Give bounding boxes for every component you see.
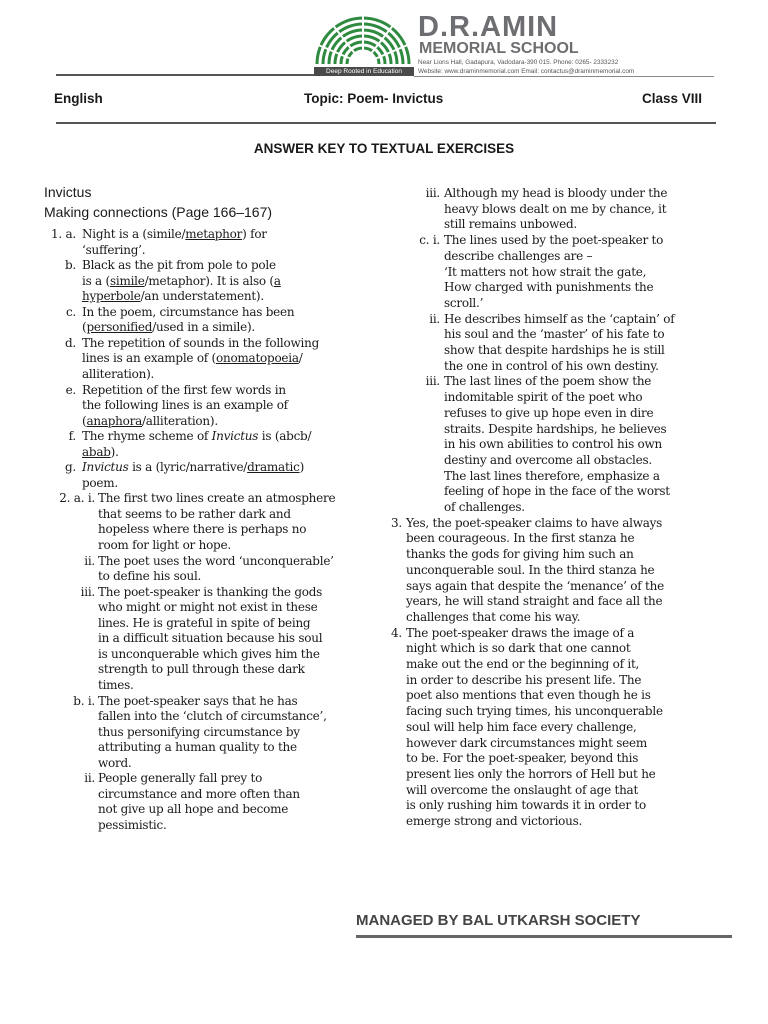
answer-line: years, he will stand straight and face all the [406, 594, 663, 609]
answer-line: How charged with punishments the [444, 280, 654, 295]
answer-line: room for light or hope. [98, 538, 231, 552]
answer-line: present lies only the horrors of Hell but he [406, 766, 656, 781]
answer-line: straits. Despite hardships, he believes [444, 421, 667, 436]
school-name: D.R.AMIN [418, 11, 559, 43]
answer-marker: ii. [84, 553, 95, 568]
answer-line: The poet-speaker draws the image of a [406, 625, 635, 640]
class-label: Class VIII [642, 91, 703, 106]
answer-marker: ii. [84, 771, 95, 786]
header-rule-bottom [56, 122, 716, 124]
answer-line: indomitable spirit of the poet who [444, 390, 643, 405]
answer-line: describe challenges are – [444, 248, 593, 263]
answer-line: The poet-speaker says that he has [98, 693, 298, 708]
answer-line: will overcome the onslaught of age that [406, 782, 639, 797]
school-tagline: Deep Rooted in Education [314, 67, 414, 76]
answer-line: says again that despite the ‘menance’ of the [406, 578, 664, 593]
answer-line: unconquerable soul. In the third stanza he [406, 562, 655, 577]
answer-line: however dark circumstances might seem [406, 735, 647, 750]
answer-line: fallen into the ‘clutch of circumstance’, [98, 709, 327, 724]
answer-line: hyperbole/an understatement). [82, 289, 264, 304]
answer-line: Yes, the poet-speaker claims to have always [406, 515, 663, 530]
answer-marker: 1. a. [51, 227, 76, 241]
answer-marker: 3. [391, 515, 402, 530]
answer-line: He describes himself as the ‘captain’ of [444, 311, 675, 326]
answer-marker: b. i. [73, 693, 95, 708]
answer-line: attributing a human quality to the [98, 740, 297, 755]
section-heading: Invictus [44, 184, 92, 200]
school-contact: Website: www.draminmemorial.com Email: contactus@draminmemorial.com [418, 68, 635, 75]
answer-line: Invictus is a (lyric/narrative/dramatic) [82, 460, 305, 475]
answer-line: The poet-speaker is thanking the gods [98, 584, 323, 599]
answer-marker: f. [68, 429, 76, 444]
answer-line: is only rushing him towards it in order to [406, 798, 646, 813]
answer-line: The last lines of the poem show the [444, 374, 652, 389]
answer-line: not give up all hope and become [98, 802, 289, 817]
answer-line: (anaphora/alliteration). [82, 413, 218, 428]
answer-line: Black as the pit from pole to pole [82, 258, 276, 273]
answer-line: (personified/used in a simile). [82, 320, 255, 335]
answer-line: soul will help him face every challenge, [406, 719, 637, 734]
answer-marker: iii. [80, 584, 95, 599]
answer-line: poet also mentions that even though he is [406, 688, 651, 703]
subject-label: English [54, 91, 103, 106]
footer-text: MANAGED BY BAL UTKARSH SOCIETY [356, 912, 641, 929]
answer-line: word. [98, 755, 132, 770]
answer-line: his soul and the ‘master’ of his fate to [444, 327, 665, 342]
answer-line: strength to pull through these dark [98, 662, 305, 677]
answer-marker: ii. [429, 311, 440, 326]
answer-marker: g. [65, 460, 76, 475]
answer-marker: e. [65, 382, 76, 397]
answer-line: The rhyme scheme of Invictus is (abcb/ [82, 429, 312, 444]
answer-marker: 4. [391, 625, 402, 640]
answer-line: the following lines is an example of [82, 398, 288, 413]
answer-line: of challenges. [444, 500, 525, 514]
answer-line: thanks the gods for giving him such an [406, 547, 634, 562]
answer-line: in order to describe his present life. The [406, 672, 642, 687]
topic-label: Topic: Poem- Invictus [304, 91, 444, 106]
answer-line: still remains unbowed. [444, 217, 577, 232]
answer-line: scroll.’ [444, 295, 484, 310]
answer-line: make out the end or the beginning of it, [406, 657, 640, 671]
answer-line: been courageous. In the first stanza he [406, 531, 635, 546]
answer-line: The poet uses the word ‘unconquerable’ [98, 553, 334, 568]
answer-line: The lines used by the poet-speaker to [444, 233, 664, 248]
answer-line: ‘It matters not how strait the gate, [444, 264, 647, 279]
answer-line: facing such trying times, his unconquerable [406, 704, 663, 719]
footer-rule [356, 935, 732, 938]
answer-line: refuses to give up hope even in dire [444, 405, 654, 420]
answer-line: pessimistic. [98, 817, 167, 832]
answer-line: to be. For the poet-speaker, beyond this [406, 751, 639, 766]
answer-marker: d. [65, 335, 76, 350]
answer-line: destiny and overcome all obstacles. [444, 452, 652, 467]
answer-line: The last lines therefore, emphasize a [444, 468, 660, 483]
answer-line: Repetition of the first few words in [82, 382, 286, 397]
answer-line: who might or might not exist in these [98, 600, 318, 615]
answer-line: lines. He is grateful in spite of being [98, 615, 311, 630]
school-logo-icon [312, 14, 414, 66]
answer-line: alliteration). [82, 366, 155, 381]
answer-line: night which is so dark that one cannot [406, 641, 631, 656]
answer-line: hopeless where there is perhaps no [98, 522, 307, 537]
answer-marker: iii. [425, 374, 440, 389]
header-rule-top-right [414, 76, 714, 77]
answer-line: emerge strong and victorious. [406, 814, 583, 828]
answer-line: feeling of hope in the face of the worst [444, 484, 670, 499]
answer-line: in a difficult situation because his soul [98, 631, 323, 646]
answer-line: People generally fall prey to [98, 771, 263, 786]
answer-line: challenges that come his way. [406, 609, 581, 624]
page-title: ANSWER KEY TO TEXTUAL EXERCISES [253, 141, 515, 156]
answer-line: show that despite hardships he is still [444, 343, 665, 357]
answer-marker: 2. a. i. [59, 491, 95, 506]
header-rule-top [56, 74, 314, 76]
answer-marker: c. i. [419, 233, 440, 248]
answer-line: is unconquerable which gives him the [98, 646, 320, 661]
answer-line: Although my head is bloody under the [444, 186, 668, 200]
answer-marker: iii. [425, 186, 440, 200]
answer-line: ‘suffering’. [82, 242, 146, 257]
answer-line: circumstance and more often than [98, 786, 300, 801]
answer-line: abab). [82, 444, 119, 459]
answer-marker: c. [65, 304, 76, 319]
answer-line: poem. [82, 475, 118, 490]
answer-line: to define his soul. [98, 569, 202, 584]
answer-line: is a (simile/metaphor). It is also (a [82, 273, 281, 288]
answer-line: The first two lines create an atmosphere [98, 491, 336, 506]
answer-line: In the poem, circumstance has been [82, 304, 295, 319]
answer-line: times. [98, 677, 134, 692]
school-name-sub: MEMORIAL SCHOOL [419, 40, 579, 57]
answer-marker: b. [65, 258, 76, 273]
answer-line: The repetition of sounds in the following [82, 335, 320, 350]
answer-line: the one in control of his own destiny. [444, 358, 659, 373]
school-address: Near Lions Hall, Gadapura, Vadodara-390 015. Phone: 0265- 2333232 [418, 59, 619, 66]
answer-line: heavy blows dealt on me by chance, it [444, 201, 667, 216]
answer-line: thus personifying circumstance by [98, 724, 300, 739]
answer-line: lines is an example of (onomatopoeia/ [82, 351, 303, 366]
answer-line: that seems to be rather dark and [98, 506, 291, 521]
section-subheading: Making connections (Page 166–167) [44, 204, 273, 220]
answer-line: in his own abilities to control his own [444, 437, 663, 452]
answer-line: Night is a (simile/metaphor) for [82, 227, 267, 241]
